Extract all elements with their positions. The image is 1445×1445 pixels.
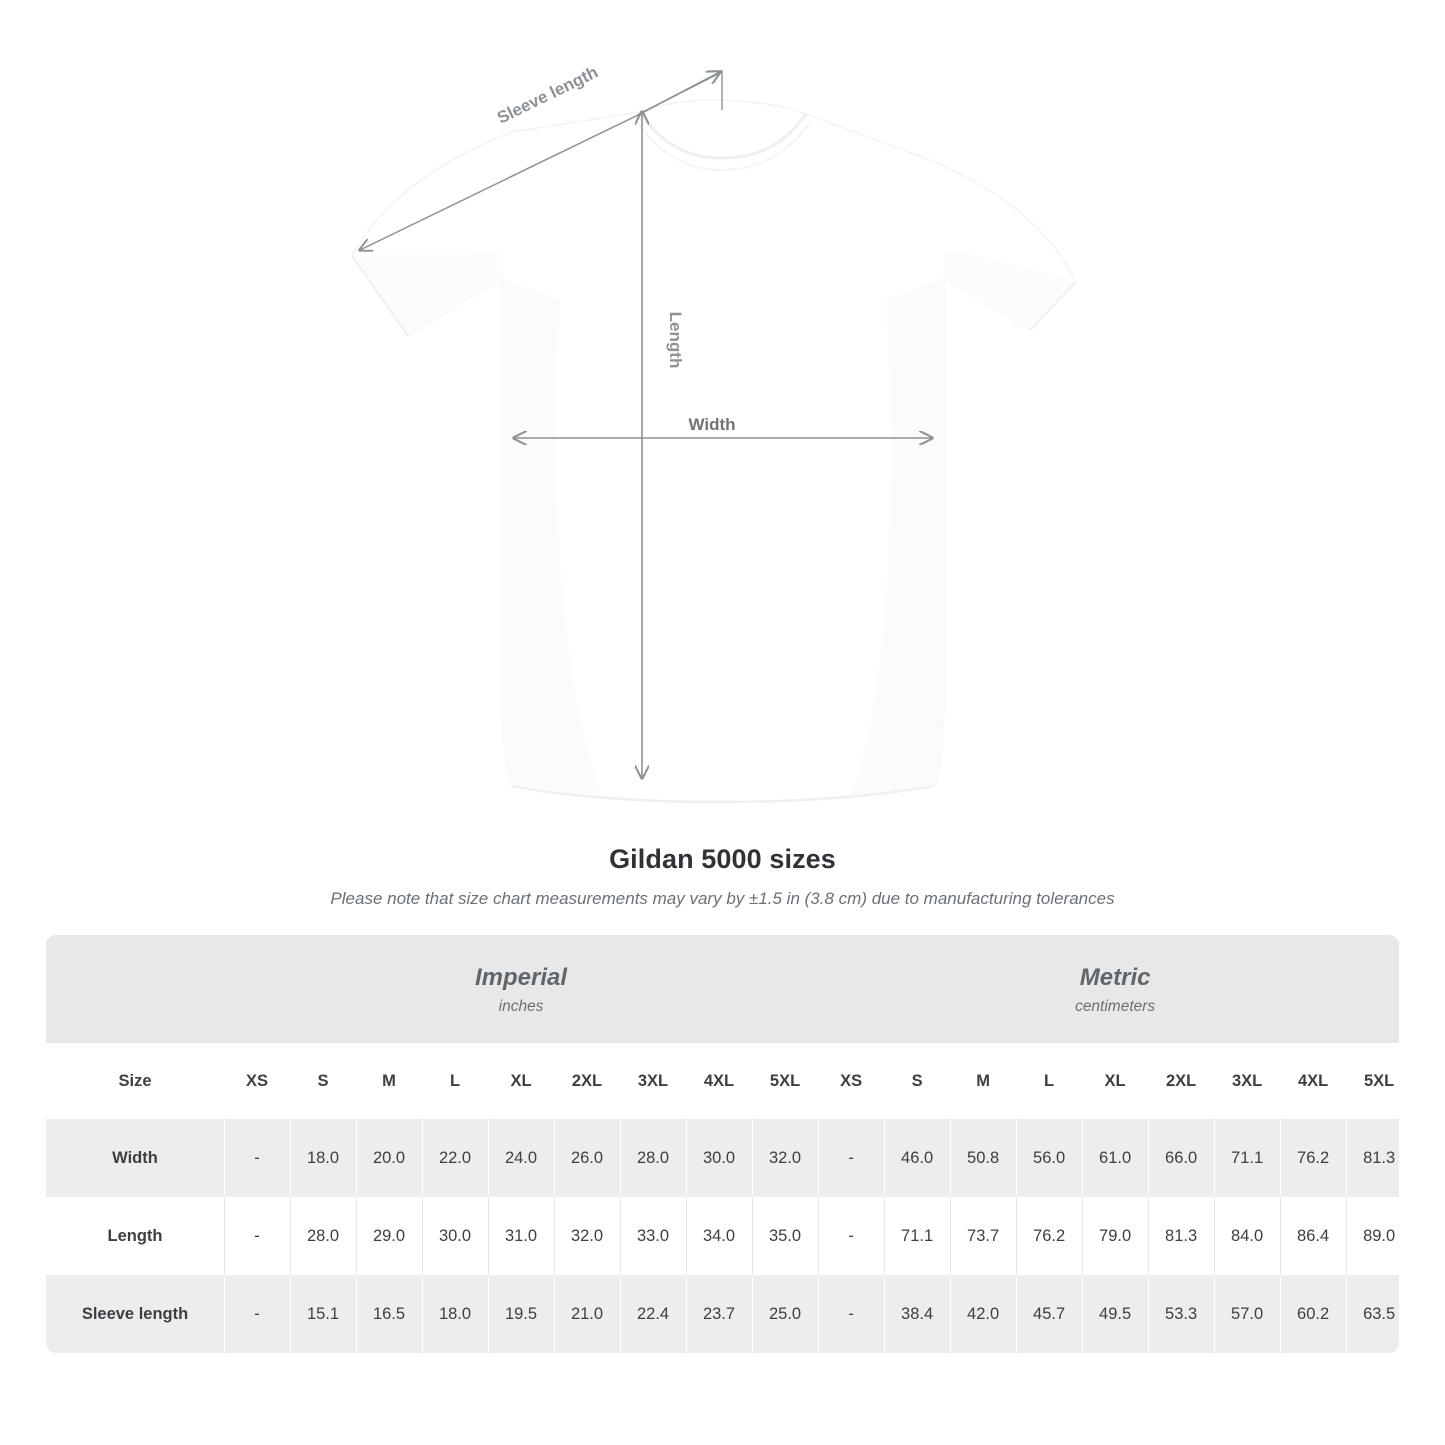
- cell-length-imperial-4xl: 34.0: [686, 1197, 752, 1275]
- size-col-metric-l: L: [1016, 1043, 1082, 1119]
- cell-length-imperial-xs: -: [224, 1197, 290, 1275]
- cell-width-metric-m: 50.8: [950, 1119, 1016, 1197]
- row-label-width: Width: [46, 1119, 224, 1197]
- cell-sleeve-metric-s: 38.4: [884, 1275, 950, 1353]
- cell-sleeve-imperial-4xl: 23.7: [686, 1275, 752, 1353]
- width-label: Width: [688, 415, 736, 434]
- cell-length-metric-xs: -: [818, 1197, 884, 1275]
- cell-length-metric-4xl: 86.4: [1280, 1197, 1346, 1275]
- cell-width-imperial-s: 18.0: [290, 1119, 356, 1197]
- size-col-imperial-3xl: 3XL: [620, 1043, 686, 1119]
- title-block: [0, 844, 1445, 909]
- cell-length-imperial-s: 28.0: [290, 1197, 356, 1275]
- cell-width-metric-2xl: 66.0: [1148, 1119, 1214, 1197]
- size-col-metric-2xl: 2XL: [1148, 1043, 1214, 1119]
- cell-length-imperial-5xl: 35.0: [752, 1197, 818, 1275]
- cell-width-metric-xl: 61.0: [1082, 1119, 1148, 1197]
- size-col-metric-xl: XL: [1082, 1043, 1148, 1119]
- cell-sleeve-imperial-xl: 19.5: [488, 1275, 554, 1353]
- size-col-metric-s: S: [884, 1043, 950, 1119]
- row-label-length: Length: [46, 1197, 224, 1275]
- cell-width-metric-xs: -: [818, 1119, 884, 1197]
- cell-width-imperial-m: 20.0: [356, 1119, 422, 1197]
- size-col-metric-m: M: [950, 1043, 1016, 1119]
- unit-name-imperial: Imperial: [475, 963, 568, 991]
- size-header-label: Size: [46, 1043, 224, 1119]
- unit-spacer: [46, 935, 224, 1043]
- unit-group-imperial: [224, 935, 818, 1043]
- length-label: Length: [666, 311, 685, 369]
- cell-width-imperial-xs: -: [224, 1119, 290, 1197]
- unit-sub-imperial: inches: [498, 997, 544, 1015]
- cell-width-imperial-xl: 24.0: [488, 1119, 554, 1197]
- tshirt-shape: [352, 100, 1076, 802]
- unit-group-metric: [818, 935, 1399, 1043]
- cell-sleeve-imperial-5xl: 25.0: [752, 1275, 818, 1353]
- cell-width-metric-s: 46.0: [884, 1119, 950, 1197]
- unit-header-row: [46, 935, 1399, 1043]
- cell-sleeve-imperial-s: 15.1: [290, 1275, 356, 1353]
- size-col-metric-5xl: 5XL: [1346, 1043, 1399, 1119]
- cell-length-imperial-l: 30.0: [422, 1197, 488, 1275]
- cell-width-imperial-5xl: 32.0: [752, 1119, 818, 1197]
- cell-sleeve-imperial-m: 16.5: [356, 1275, 422, 1353]
- cell-sleeve-metric-m: 42.0: [950, 1275, 1016, 1353]
- size-col-metric-4xl: 4XL: [1280, 1043, 1346, 1119]
- cell-width-imperial-l: 22.0: [422, 1119, 488, 1197]
- cell-sleeve-metric-xs: -: [818, 1275, 884, 1353]
- cell-sleeve-metric-xl: 49.5: [1082, 1275, 1148, 1353]
- cell-length-metric-3xl: 84.0: [1214, 1197, 1280, 1275]
- cell-sleeve-metric-5xl: 63.5: [1346, 1275, 1399, 1353]
- table-row: [46, 1197, 1399, 1275]
- cell-length-imperial-2xl: 32.0: [554, 1197, 620, 1275]
- size-col-imperial-5xl: 5XL: [752, 1043, 818, 1119]
- size-col-metric-xs: XS: [818, 1043, 884, 1119]
- size-col-imperial-xl: XL: [488, 1043, 554, 1119]
- cell-width-metric-l: 56.0: [1016, 1119, 1082, 1197]
- measurement-note: Please note that size chart measurements may vary by ±1.5 in (3.8 cm) due to manufacturing tolerances: [330, 889, 1115, 908]
- table-row: [46, 1275, 1399, 1353]
- cell-width-metric-5xl: 81.3: [1346, 1119, 1399, 1197]
- size-col-metric-3xl: 3XL: [1214, 1043, 1280, 1119]
- cell-sleeve-metric-l: 45.7: [1016, 1275, 1082, 1353]
- row-label-sleeve-length: Sleeve length: [46, 1275, 224, 1353]
- sleeve-length-label: Sleeve length: [494, 62, 602, 128]
- cell-width-imperial-2xl: 26.0: [554, 1119, 620, 1197]
- size-col-imperial-2xl: 2XL: [554, 1043, 620, 1119]
- cell-length-imperial-xl: 31.0: [488, 1197, 554, 1275]
- cell-length-metric-xl: 79.0: [1082, 1197, 1148, 1275]
- size-header-row: [46, 1043, 1399, 1119]
- cell-length-metric-5xl: 89.0: [1346, 1197, 1399, 1275]
- size-col-imperial-m: M: [356, 1043, 422, 1119]
- size-col-imperial-xs: XS: [224, 1043, 290, 1119]
- cell-sleeve-metric-2xl: 53.3: [1148, 1275, 1214, 1353]
- cell-length-imperial-m: 29.0: [356, 1197, 422, 1275]
- cell-length-metric-l: 76.2: [1016, 1197, 1082, 1275]
- cell-sleeve-imperial-2xl: 21.0: [554, 1275, 620, 1353]
- size-table-wrapper: [46, 935, 1399, 1353]
- cell-width-metric-4xl: 76.2: [1280, 1119, 1346, 1197]
- cell-length-metric-s: 71.1: [884, 1197, 950, 1275]
- size-col-imperial-l: L: [422, 1043, 488, 1119]
- cell-width-imperial-4xl: 30.0: [686, 1119, 752, 1197]
- size-table: [46, 935, 1399, 1353]
- unit-name-metric: Metric: [1079, 963, 1151, 991]
- cell-sleeve-imperial-3xl: 22.4: [620, 1275, 686, 1353]
- cell-width-imperial-3xl: 28.0: [620, 1119, 686, 1197]
- unit-sub-metric: centimeters: [1075, 997, 1156, 1015]
- table-row: [46, 1119, 1399, 1197]
- cell-sleeve-metric-4xl: 60.2: [1280, 1275, 1346, 1353]
- cell-length-metric-m: 73.7: [950, 1197, 1016, 1275]
- cell-sleeve-metric-3xl: 57.0: [1214, 1275, 1280, 1353]
- cell-width-metric-3xl: 71.1: [1214, 1119, 1280, 1197]
- size-col-imperial-4xl: 4XL: [686, 1043, 752, 1119]
- cell-length-imperial-3xl: 33.0: [620, 1197, 686, 1275]
- cell-length-metric-2xl: 81.3: [1148, 1197, 1214, 1275]
- cell-sleeve-imperial-l: 18.0: [422, 1275, 488, 1353]
- cell-sleeve-imperial-xs: -: [224, 1275, 290, 1353]
- page-title: Gildan 5000 sizes: [609, 844, 836, 874]
- size-col-imperial-s: S: [290, 1043, 356, 1119]
